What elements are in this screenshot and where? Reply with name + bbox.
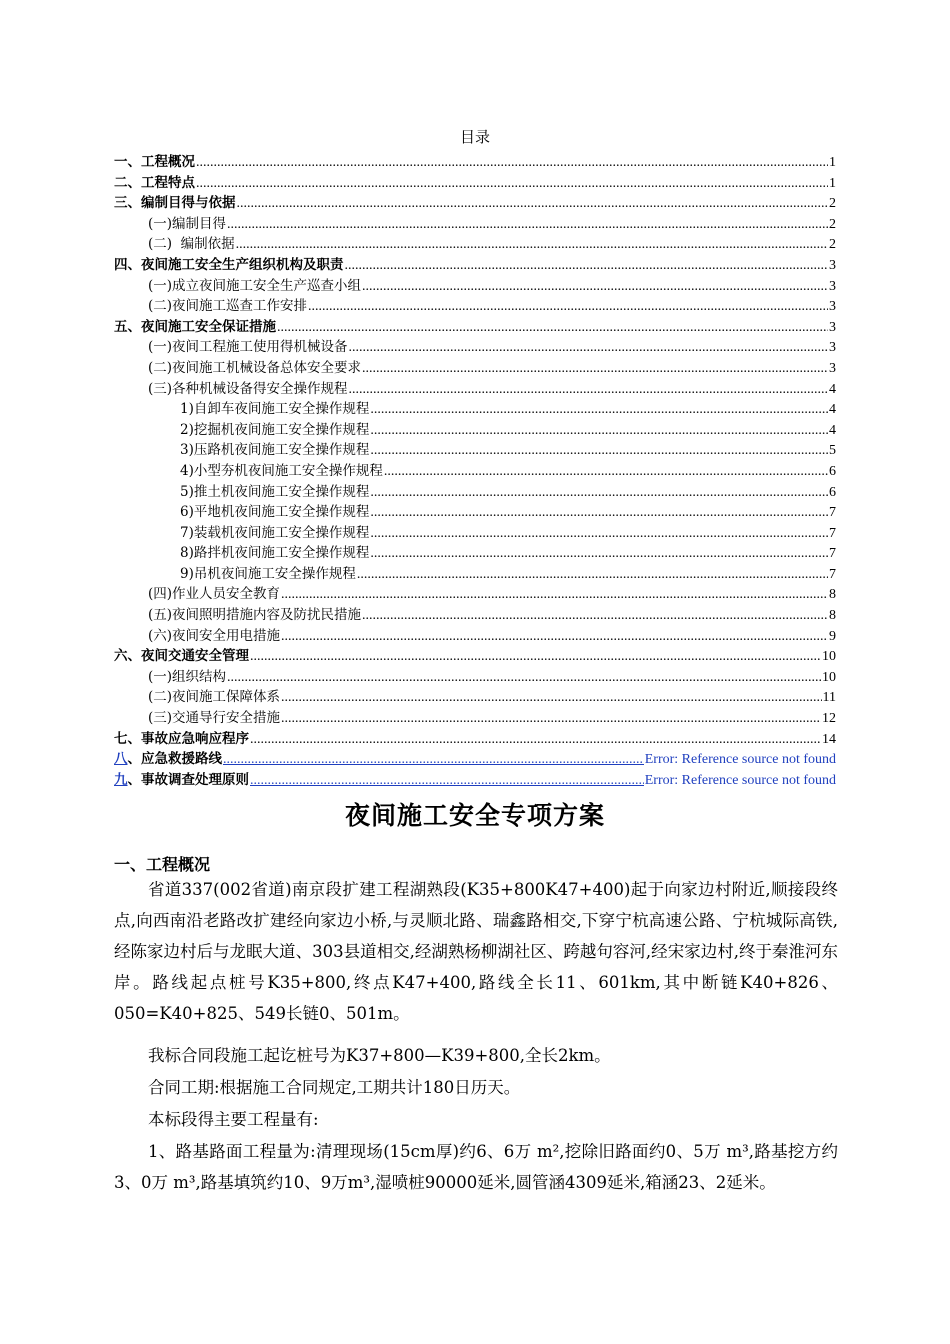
toc-entry-page: 1 bbox=[829, 175, 836, 191]
toc-entry-label: (一)组织结构 bbox=[148, 668, 227, 685]
toc-entry-page: 7 bbox=[829, 505, 836, 521]
toc-entry[interactable] bbox=[114, 193, 836, 214]
toc-entry-page: 6 bbox=[829, 484, 836, 500]
toc-entry-page: 6 bbox=[829, 463, 836, 479]
toc-entry-label: (一)夜间工程施工使用得机械设备 bbox=[148, 339, 348, 356]
toc-entry[interactable] bbox=[114, 214, 836, 235]
toc-entry-label: 1)自卸车夜间施工安全操作规程 bbox=[180, 401, 370, 418]
toc-entry-label: 5)推土机夜间施工安全操作规程 bbox=[180, 483, 370, 500]
toc-entry-label: (四)作业人员安全教育 bbox=[148, 586, 281, 603]
toc-entry[interactable] bbox=[114, 234, 836, 255]
toc-entry-link-prefix[interactable]: 八 bbox=[114, 751, 128, 768]
toc-entry-page: 3 bbox=[829, 257, 836, 273]
toc-entry-label: (三)交通导行安全措施 bbox=[148, 710, 281, 727]
toc-entry-page: 14 bbox=[822, 731, 836, 747]
toc-entry-label: 、事故调查处理原则 bbox=[127, 771, 249, 788]
toc-entry-page: 2 bbox=[829, 237, 836, 253]
toc-entry-page: 3 bbox=[829, 340, 836, 356]
toc-entry-label: (五)夜间照明措施内容及防扰民措施 bbox=[148, 607, 362, 624]
toc-entry-page: 7 bbox=[829, 546, 836, 562]
toc-entry-link-prefix[interactable]: 九 bbox=[114, 771, 128, 788]
toc-entry-page: 8 bbox=[829, 608, 836, 624]
toc-entry-label: (二) 编制依据 bbox=[148, 236, 235, 253]
toc-entry-link[interactable] bbox=[114, 749, 836, 770]
toc-entry-page: 1 bbox=[829, 155, 836, 170]
toc-entry[interactable] bbox=[114, 420, 836, 441]
toc-entry-label: (二)夜间施工保障体系 bbox=[148, 689, 281, 706]
toc-entry[interactable] bbox=[114, 255, 836, 276]
toc-entry[interactable] bbox=[114, 399, 836, 420]
toc-entry-label: 9)吊机夜间施工安全操作规程 bbox=[180, 565, 356, 582]
toc-entry-page: 5 bbox=[829, 443, 836, 459]
toc-entry[interactable] bbox=[114, 626, 836, 647]
toc-entry-page: 4 bbox=[829, 422, 836, 438]
toc-entry[interactable] bbox=[114, 708, 836, 729]
toc-entry[interactable] bbox=[114, 543, 836, 564]
toc-entry-label: 二、工程特点 bbox=[114, 174, 195, 191]
toc-entry-page: 2 bbox=[829, 196, 836, 212]
toc-entry-page: 3 bbox=[829, 319, 836, 335]
toc-entry[interactable] bbox=[114, 461, 836, 482]
toc-entry-label: 7)装载机夜间施工安全操作规程 bbox=[180, 524, 370, 541]
section-heading: 一、工程概况 bbox=[114, 855, 211, 874]
toc-entry[interactable] bbox=[114, 729, 836, 750]
toc-entry-label: 6)平地机夜间施工安全操作规程 bbox=[180, 504, 370, 521]
toc-entry-label: 六、夜间交通安全管理 bbox=[114, 648, 249, 665]
toc-entry-page: 10 bbox=[822, 669, 836, 685]
toc-entry[interactable] bbox=[114, 379, 836, 400]
toc-heading: 目录 bbox=[459, 128, 490, 146]
toc-entry-page: 4 bbox=[829, 402, 836, 418]
paragraph: 合同工期:根据施工合同规定,工期共计180日历天。 bbox=[148, 1078, 521, 1097]
toc-entry[interactable] bbox=[114, 317, 836, 338]
document-title: 夜间施工安全专项方案 bbox=[344, 801, 605, 830]
toc-entry[interactable] bbox=[114, 276, 836, 297]
toc-entry-label: (三)各种机械设备得安全操作规程 bbox=[148, 380, 348, 397]
toc-entry-page: 3 bbox=[829, 360, 836, 376]
paragraph: 我标合同段施工起讫桩号为K37+800—K39+800,全长2km。 bbox=[148, 1046, 611, 1065]
toc-entry[interactable] bbox=[114, 564, 836, 585]
toc-entry[interactable] bbox=[114, 667, 836, 688]
toc-entry-page: 7 bbox=[829, 566, 836, 582]
toc-entry[interactable] bbox=[114, 687, 836, 708]
toc-entry[interactable] bbox=[114, 358, 836, 379]
toc-entry-label: 4)小型夯机夜间施工安全操作规程 bbox=[180, 462, 383, 479]
toc-entry-label: 一、工程概况 bbox=[114, 154, 195, 170]
toc-entry[interactable] bbox=[114, 296, 836, 317]
toc-entry-page: 8 bbox=[829, 587, 836, 603]
toc-entry-page: 2 bbox=[829, 216, 836, 232]
toc-entry-page: 3 bbox=[829, 299, 836, 315]
toc-entry-link[interactable] bbox=[114, 770, 836, 791]
toc-entry-label: 五、夜间施工安全保证措施 bbox=[114, 318, 276, 335]
toc-entry[interactable] bbox=[114, 337, 836, 358]
toc-entry-label: 七、事故应急响应程序 bbox=[114, 730, 249, 747]
toc-entry[interactable] bbox=[114, 605, 836, 626]
toc-entry-label: 三、编制目得与依据 bbox=[114, 195, 236, 212]
toc-entry-label: 2)挖掘机夜间施工安全操作规程 bbox=[180, 421, 370, 438]
table-of-contents bbox=[114, 152, 836, 790]
toc-entry-label: (二)夜间施工机械设备总体安全要求 bbox=[148, 359, 362, 376]
toc-entry-page: 7 bbox=[829, 525, 836, 541]
paragraph: 省道337(002省道)南京段扩建工程湖熟段(K35+800K47+400)起于向家边村附近,顺接段终点,向西南沿老路改扩建经向家边小桥,与灵顺北路、瑞鑫路相交,下穿宁杭高速公路、宁杭城际高铁,经陈家边村后与龙眠大道、303县道相交,经湖熟杨柳湖社区、跨越句容河,经宋家边村,终于秦淮河东岸。路线起点桩号K35+800,终点K47+400,路线全长11、601km,其中断链K40+826、050=K40+825、549长链0、501m。 bbox=[114, 880, 838, 1023]
toc-entry-page: 4 bbox=[829, 381, 836, 397]
toc-entry-page[interactable]: Error: Reference source not found bbox=[644, 772, 836, 788]
toc-entry-page[interactable]: Error: Reference source not found bbox=[644, 752, 836, 768]
toc-entry[interactable] bbox=[114, 646, 836, 667]
toc-entry[interactable] bbox=[114, 584, 836, 605]
toc-entry[interactable] bbox=[114, 482, 836, 503]
toc-entry-page: 3 bbox=[829, 278, 836, 294]
toc-entry-label: 8)路拌机夜间施工安全操作规程 bbox=[180, 545, 370, 562]
paragraph: 1、路基路面工程量为:清理现场(15cm厚)约6、6万 m²,挖除旧路面约0、5万 m³,路基挖方约3、0万 m³,路基填筑约10、9万m³,湿喷桩90000延米,圆管涵4309延米,箱涵23、2延米。 bbox=[114, 1142, 838, 1192]
toc-entry-label: 、应急救援路线 bbox=[127, 751, 222, 768]
toc-entry[interactable] bbox=[114, 523, 836, 544]
toc-entry-page: 9 bbox=[829, 628, 836, 644]
toc-entry-page: 10 bbox=[822, 649, 836, 665]
toc-entry-label: (六)夜间安全用电措施 bbox=[148, 627, 281, 644]
toc-entry[interactable] bbox=[114, 173, 836, 194]
toc-entry[interactable] bbox=[114, 502, 836, 523]
toc-entry-label: 3)压路机夜间施工安全操作规程 bbox=[180, 442, 370, 459]
paragraph: 本标段得主要工程量有: bbox=[148, 1110, 319, 1129]
toc-entry-page: 12 bbox=[822, 711, 836, 727]
toc-entry[interactable] bbox=[114, 440, 836, 461]
toc-entry-label: (一)编制目得 bbox=[148, 215, 227, 232]
toc-entry-page: 11 bbox=[822, 690, 836, 706]
toc-entry-label: (一)成立夜间施工安全生产巡查小组 bbox=[148, 277, 362, 294]
toc-entry-label: 四、夜间施工安全生产组织机构及职责 bbox=[114, 256, 344, 273]
toc-entry-label: (二)夜间施工巡查工作安排 bbox=[148, 298, 308, 315]
toc-entry[interactable] bbox=[114, 152, 836, 173]
